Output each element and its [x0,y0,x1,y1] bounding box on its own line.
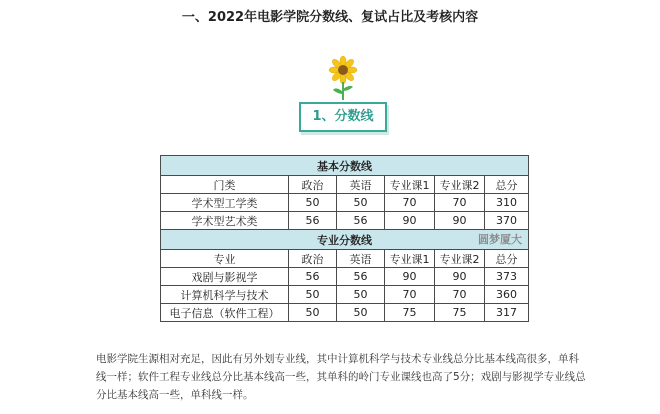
table-cell: 50 [289,286,337,304]
header-cell: 专业课2 [435,176,485,194]
table-cell: 70 [385,194,435,212]
table-cell: 50 [337,286,385,304]
table-cell: 90 [385,268,435,286]
header-cell: 政治 [289,176,337,194]
table-cell: 学术型工学类 [161,194,289,212]
table-cell: 75 [385,304,435,322]
table-cell: 50 [337,194,385,212]
header-cell: 专业课2 [435,250,485,268]
major-title-row [161,230,529,250]
table-cell: 370 [485,212,529,230]
table-cell: 90 [385,212,435,230]
table-cell: 90 [435,212,485,230]
score-table [160,155,529,322]
table-cell: 56 [289,268,337,286]
table-cell: 310 [485,194,529,212]
table-cell: 56 [337,268,385,286]
table-cell: 70 [435,194,485,212]
table-cell: 50 [289,304,337,322]
basic-title-row [161,156,529,176]
table-row [161,212,529,230]
header-cell: 专业课1 [385,176,435,194]
header-cell: 门类 [161,176,289,194]
basic-title: 基本分数线 [161,156,529,176]
page-heading: 一、2022年电影学院分数线、复试占比及考核内容 [181,10,479,25]
header-cell: 英语 [337,250,385,268]
table-cell: 360 [485,286,529,304]
table-cell: 317 [485,304,529,322]
table-cell: 56 [337,212,385,230]
table-cell: 电子信息（软件工程） [161,304,289,322]
table-row [161,304,529,322]
major-title: 专业分数线 [317,233,373,247]
header-cell: 英语 [337,176,385,194]
table-row [161,194,529,212]
table-cell: 373 [485,268,529,286]
table-cell: 90 [435,268,485,286]
header-cell: 总分 [485,250,529,268]
table-cell: 50 [289,194,337,212]
sunflower-icon [328,56,358,102]
table-cell: 计算机科学与技术 [161,286,289,304]
major-title-cell [161,230,529,250]
header-cell: 专业 [161,250,289,268]
watermark-text: 圆梦厦大 [478,233,523,246]
basic-header-row [161,176,529,194]
major-header-row [161,250,529,268]
table-cell: 70 [385,286,435,304]
header-cell: 总分 [485,176,529,194]
table-cell: 70 [435,286,485,304]
header-cell: 政治 [289,250,337,268]
description-paragraph: 电影学院生源相对充足，因此有另外划专业线，其中计算机科学与技术专业线总分比基本线高很多，单科线一样；软件工程专业线总分比基本线高一些，其单科的岭门专业课线也高了5分；戏剧与影视学专业线总分比基本线高一些，单科线一样。 [96,353,586,401]
table-row [161,268,529,286]
table-row [161,286,529,304]
header-cell: 专业课1 [385,250,435,268]
table-cell: 56 [289,212,337,230]
table-cell: 学术型艺术类 [161,212,289,230]
table-cell: 50 [337,304,385,322]
section-label: 1、分数线 [299,102,387,132]
table-cell: 75 [435,304,485,322]
table-cell: 戏剧与影视学 [161,268,289,286]
